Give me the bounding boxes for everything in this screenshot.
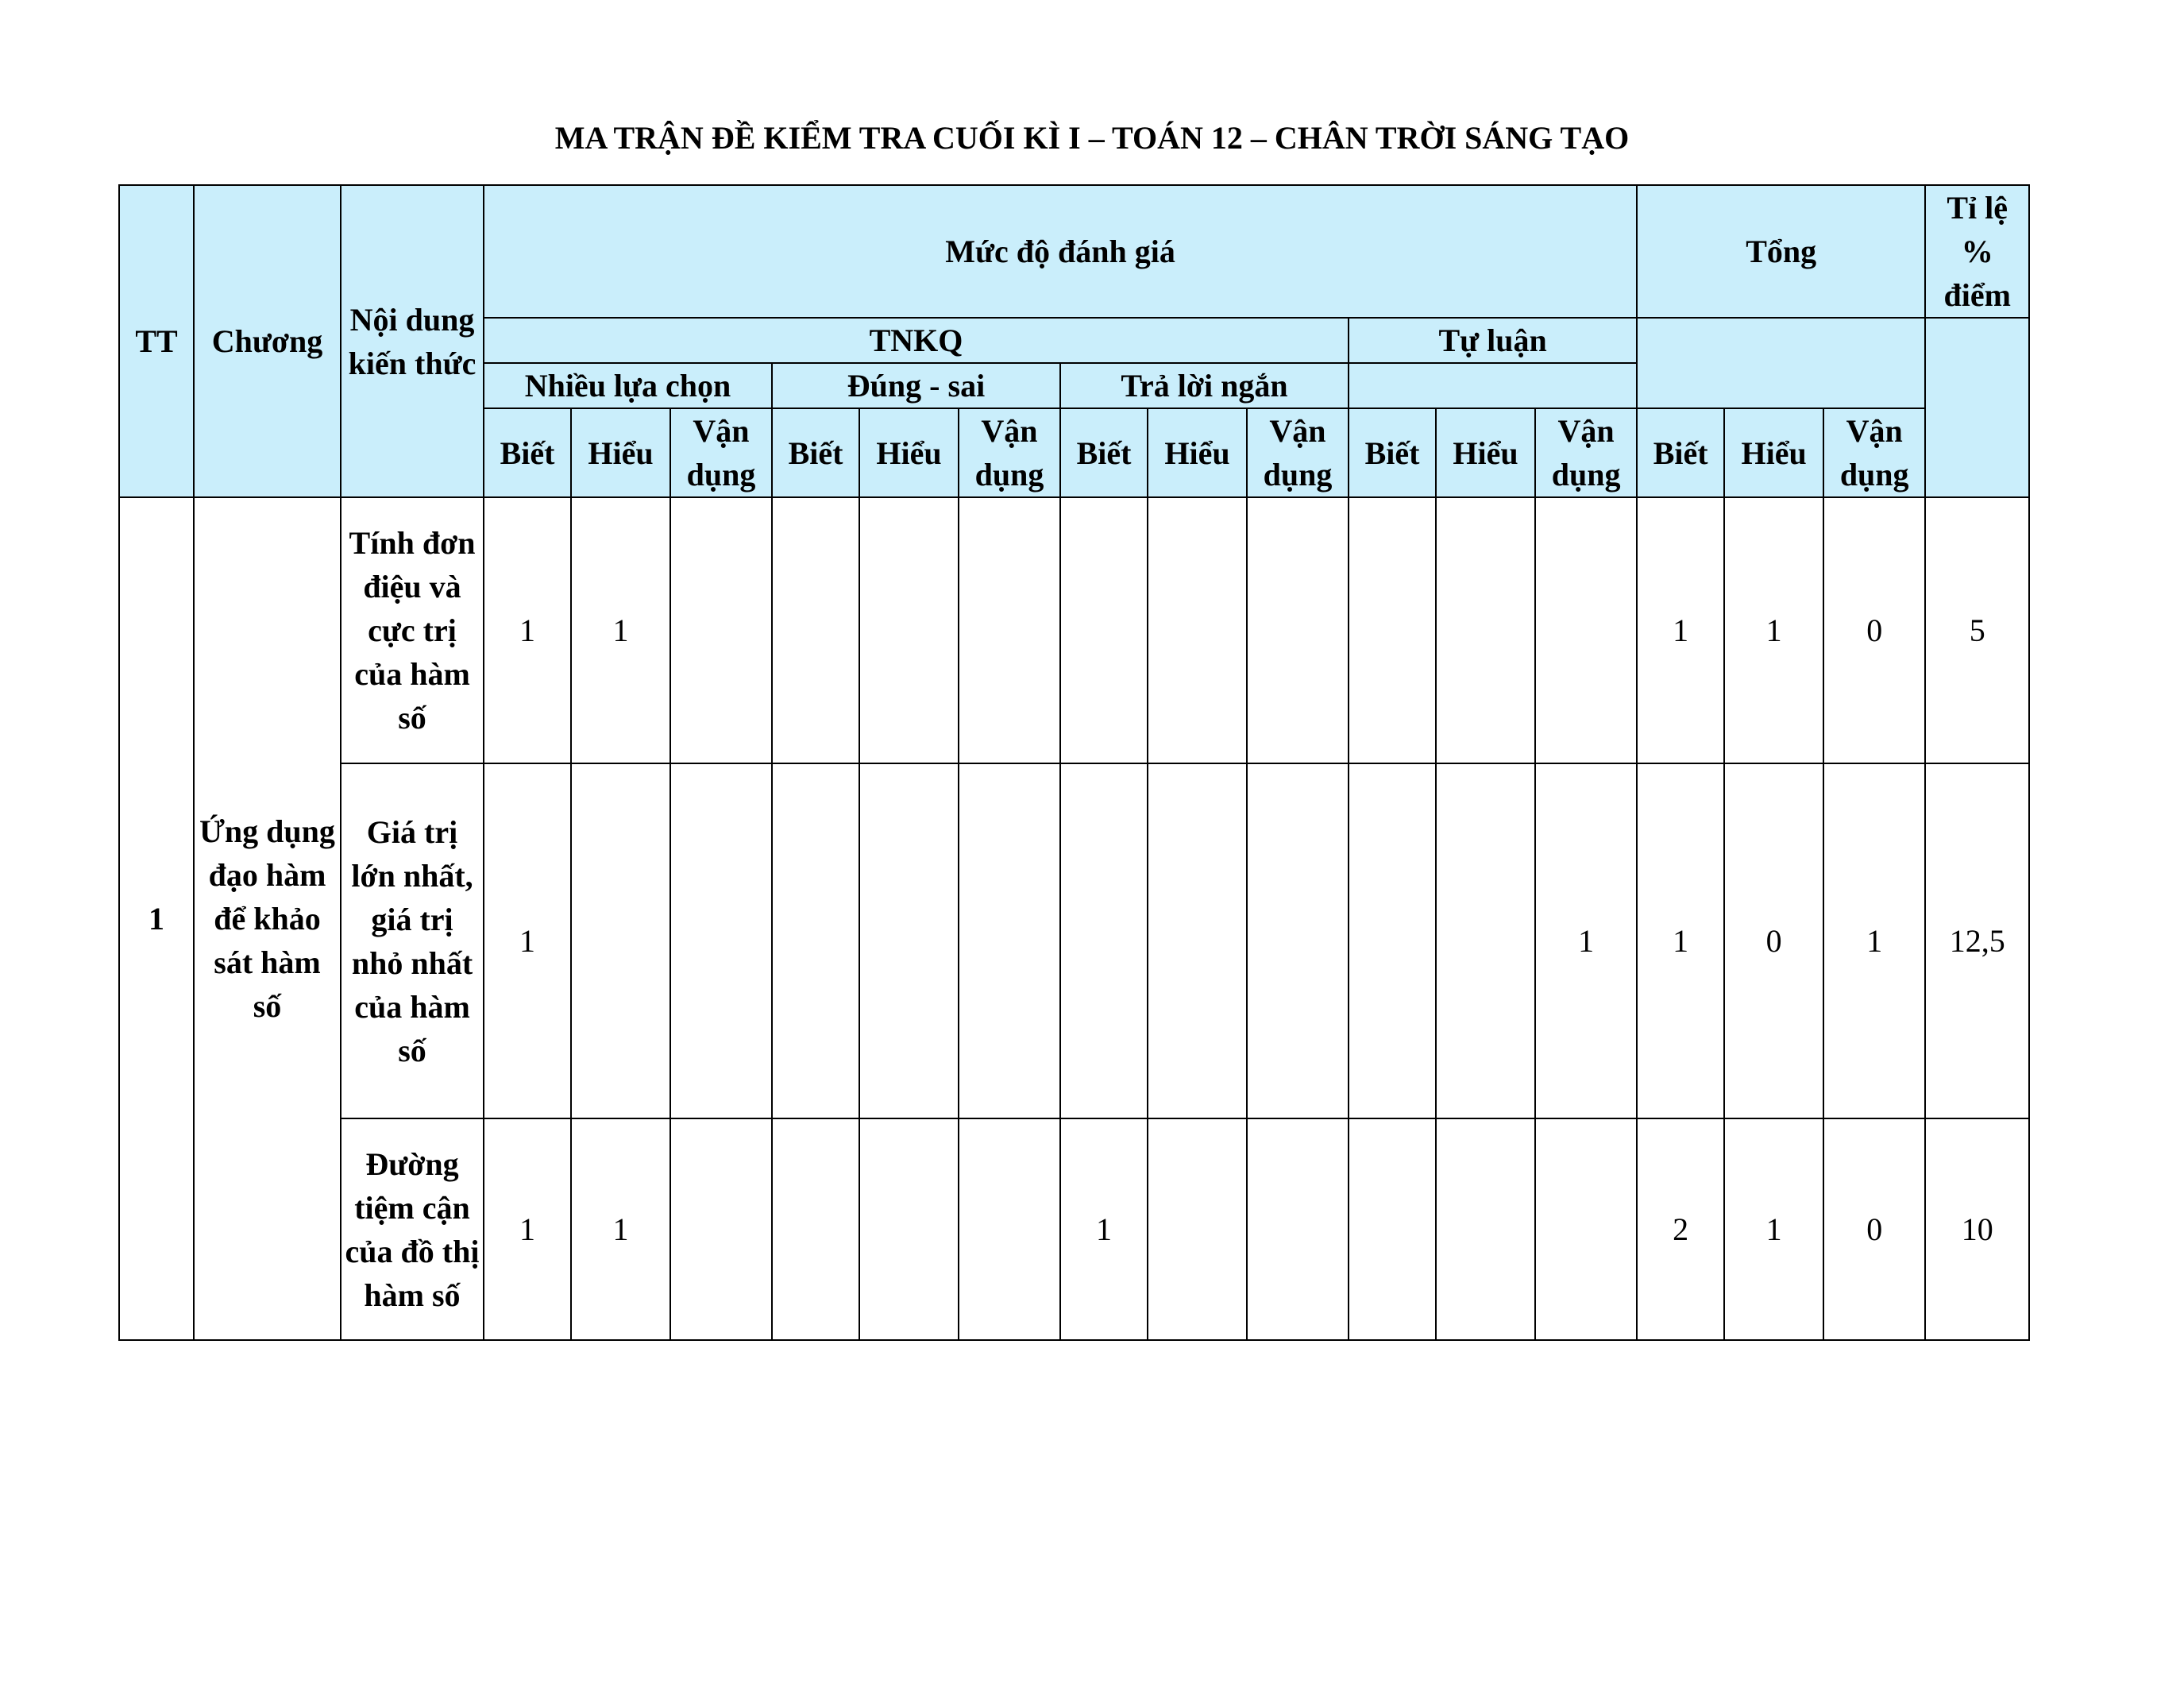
cell-ti-le: 10: [1925, 1118, 2029, 1340]
table-cell: 1: [1637, 763, 1724, 1118]
table-cell: [1436, 1118, 1535, 1340]
table-cell: [1436, 763, 1535, 1118]
header-tnkq: TNKQ: [484, 318, 1349, 363]
table-cell: [959, 497, 1060, 763]
table-row: [119, 763, 2029, 1118]
level-header: Hiểu: [571, 408, 670, 497]
assessment-matrix-table: [118, 184, 2030, 1341]
level-header: Vận dụng: [1535, 408, 1637, 497]
table-cell: 1: [484, 763, 571, 1118]
table-cell: [859, 1118, 959, 1340]
table-cell: 0: [1823, 1118, 1925, 1340]
table-row: [119, 497, 2029, 763]
table-cell: 1: [484, 497, 571, 763]
cell-noi-dung: Giá trị lớn nhất, giá trị nhỏ nhất của hàm số: [341, 763, 484, 1118]
table-cell: 0: [1823, 497, 1925, 763]
table-cell: [1349, 497, 1436, 763]
table-cell: [859, 497, 959, 763]
table-cell: [1148, 1118, 1247, 1340]
table-cell: [571, 763, 670, 1118]
table-cell: [859, 763, 959, 1118]
cell-noi-dung: Đường tiệm cận của đồ thị hàm số: [341, 1118, 484, 1340]
table-cell: [1060, 497, 1148, 763]
level-header: Biết: [772, 408, 859, 497]
table-cell: 0: [1724, 763, 1823, 1118]
table-cell: 1: [571, 497, 670, 763]
table-cell: [959, 763, 1060, 1118]
header-tu-luan-blank: [1349, 363, 1637, 408]
table-cell: 1: [484, 1118, 571, 1340]
level-header: Vận dụng: [1247, 408, 1349, 497]
table-cell: [772, 1118, 859, 1340]
table-cell: [1535, 1118, 1637, 1340]
cell-ti-le: 12,5: [1925, 763, 2029, 1118]
level-header: Hiểu: [859, 408, 959, 497]
table-cell: [1535, 497, 1637, 763]
table-cell: 1: [1823, 763, 1925, 1118]
table-cell: [1060, 763, 1148, 1118]
table-header: [119, 185, 2029, 497]
table-cell: [1148, 763, 1247, 1118]
table-cell: 1: [1724, 1118, 1823, 1340]
table-cell: 1: [1637, 497, 1724, 763]
table-cell: [1247, 763, 1349, 1118]
page-title: MA TRẬN ĐỀ KIỂM TRA CUỐI KÌ I – TOÁN 12 – CHÂN TRỜI SÁNG TẠO: [554, 120, 1630, 156]
table-cell: [1349, 1118, 1436, 1340]
header-tu-luan: Tự luận: [1349, 318, 1637, 363]
level-header: Biết: [1349, 408, 1436, 497]
table-cell: [1247, 1118, 1349, 1340]
level-header: Vận dụng: [959, 408, 1060, 497]
level-header: Hiểu: [1436, 408, 1535, 497]
table-cell: [1436, 497, 1535, 763]
table-cell: 1: [571, 1118, 670, 1340]
header-noi-dung: Nội dung kiến thức: [341, 185, 484, 497]
header-ti-le: Tỉ lệ % điểm: [1925, 185, 2029, 318]
table-row: [119, 1118, 2029, 1340]
table-cell: 2: [1637, 1118, 1724, 1340]
header-tong: Tổng: [1637, 185, 1925, 318]
header-ti-le-blank: [1925, 318, 2029, 497]
header-muc-do-danh-gia: Mức độ đánh giá: [484, 185, 1637, 318]
level-header: Vận dụng: [670, 408, 772, 497]
level-header: Biết: [1060, 408, 1148, 497]
cell-noi-dung: Tính đơn điệu và cực trị của hàm số: [341, 497, 484, 763]
header-dung-sai: Đúng - sai: [772, 363, 1060, 408]
header-chuong: Chương: [194, 185, 341, 497]
header-tt: TT: [119, 185, 194, 497]
level-header: Hiểu: [1724, 408, 1823, 497]
cell-ti-le: 5: [1925, 497, 2029, 763]
table-cell: [1148, 497, 1247, 763]
table-cell: 1: [1724, 497, 1823, 763]
table-cell: 1: [1535, 763, 1637, 1118]
table-cell: [1349, 763, 1436, 1118]
table-cell: [1247, 497, 1349, 763]
table-cell: [670, 497, 772, 763]
table-cell: 1: [1060, 1118, 1148, 1340]
cell-chuong: Ứng dụng đạo hàm để khảo sát hàm số: [194, 497, 341, 1340]
level-header: Vận dụng: [1823, 408, 1925, 497]
table-cell: [670, 763, 772, 1118]
table-cell: [670, 1118, 772, 1340]
table-body: [119, 497, 2029, 1340]
table-cell: [772, 497, 859, 763]
cell-tt: 1: [119, 497, 194, 1340]
level-header: Biết: [484, 408, 571, 497]
header-tong-blank: [1637, 318, 1925, 408]
table-cell: [959, 1118, 1060, 1340]
header-tra-loi-ngan: Trả lời ngắn: [1060, 363, 1349, 408]
level-header: Biết: [1637, 408, 1724, 497]
level-header: Hiểu: [1148, 408, 1247, 497]
table-cell: [772, 763, 859, 1118]
header-nhieu-lua-chon: Nhiều lựa chọn: [484, 363, 772, 408]
